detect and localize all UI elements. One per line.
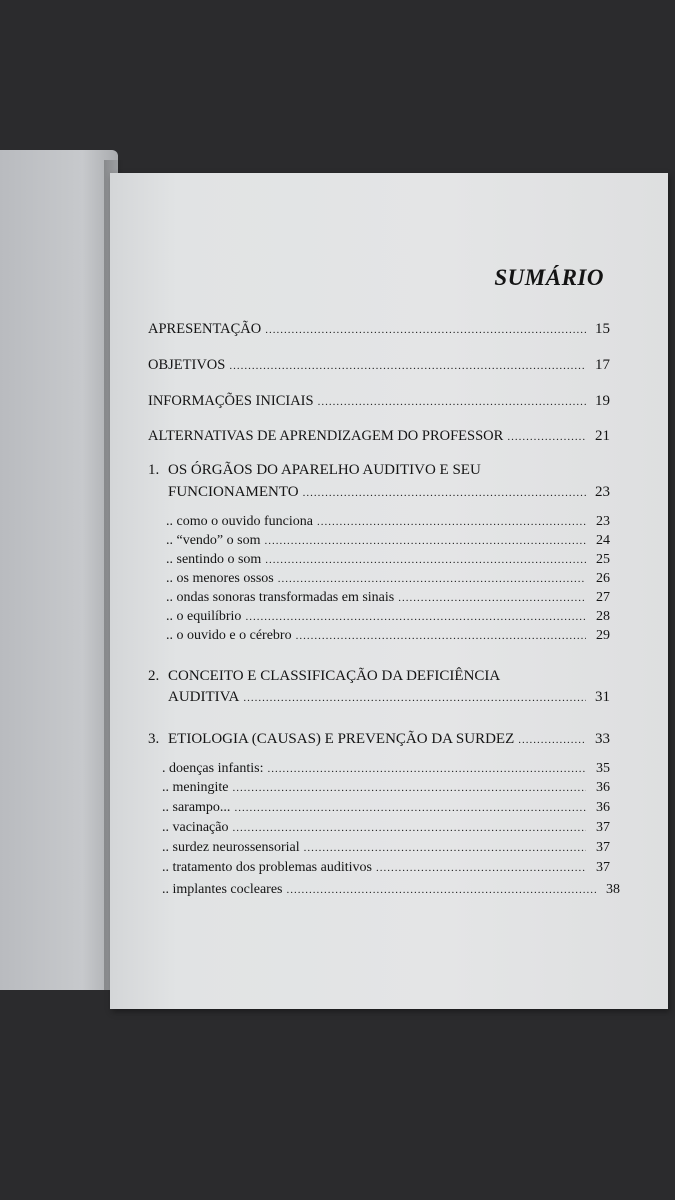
dot-leader	[264, 532, 586, 550]
toc-entry-label: .. sarampo...	[162, 800, 231, 815]
toc-entry-page: 38	[606, 882, 620, 897]
toc-entry-label: .. vacinação	[162, 820, 229, 835]
toc-entry-label: .. sentindo o som	[166, 552, 262, 567]
contents-page	[110, 173, 668, 1009]
toc-entry	[148, 667, 610, 685]
dot-leader	[398, 589, 586, 607]
dot-leader	[296, 627, 586, 645]
dot-leader	[304, 839, 586, 857]
toc-entry-page: 37	[596, 820, 610, 835]
toc-entry-label: AUDITIVA	[168, 689, 240, 705]
toc-entry-page: 33	[595, 731, 610, 747]
dot-leader	[303, 484, 586, 502]
toc-entry-page: 29	[596, 628, 610, 643]
toc-entry-page: 35	[596, 761, 610, 776]
toc-subentry	[166, 551, 610, 569]
toc-entry-label: FUNCIONAMENTO	[168, 484, 299, 500]
toc-entry-label: .. como o ouvido funciona	[166, 514, 313, 529]
toc-entry-page: 28	[596, 609, 610, 624]
toc-entry-page: 25	[596, 552, 610, 567]
toc-entry-label: OS ÓRGÃOS DO APARELHO AUDITIVO E SEU	[168, 462, 481, 478]
dot-leader	[317, 513, 586, 531]
toc-entry-page: 36	[596, 800, 610, 815]
toc-subentry	[162, 760, 610, 778]
toc-entry-label: ETIOLOGIA (CAUSAS) E PREVENÇÃO DA SURDEZ	[168, 731, 515, 747]
toc-entry	[148, 427, 610, 446]
toc-entry-label: ALTERNATIVAS DE APRENDIZAGEM DO PROFESSOR	[148, 428, 504, 444]
toc-subentry	[162, 819, 610, 837]
toc-entry-label: . doenças infantis:	[162, 761, 264, 776]
toc-subentry	[162, 779, 610, 797]
toc-subentry	[166, 570, 610, 588]
dot-leader	[232, 819, 586, 837]
dot-leader	[287, 881, 596, 899]
toc-subentry	[162, 799, 610, 817]
toc-entry-label: .. os menores ossos	[166, 571, 274, 586]
toc-entry	[148, 356, 610, 375]
toc-subentry	[166, 589, 610, 607]
toc-entry-label: CONCEITO E CLASSIFICAÇÃO DA DEFICIÊNCIA	[168, 668, 501, 684]
dot-leader	[243, 689, 586, 707]
toc-entry-page: 23	[595, 484, 610, 500]
toc-entry-label: .. o equilíbrio	[166, 609, 242, 624]
toc-entry-page: 37	[596, 860, 610, 875]
toc-entry-page: 26	[596, 571, 610, 586]
toc-entry	[148, 392, 610, 411]
toc-entry-label: .. o ouvido e o cérebro	[166, 628, 292, 643]
dot-leader	[233, 779, 587, 797]
toc-subentry	[162, 839, 610, 857]
toc-entry-label: .. “vendo” o som	[166, 533, 261, 548]
toc-entry-label: .. surdez neurossensorial	[162, 840, 300, 855]
dot-leader	[318, 393, 586, 411]
toc-entry-page: 37	[596, 840, 610, 855]
toc-entry-page: 36	[596, 780, 610, 795]
dot-leader	[265, 321, 586, 339]
page-title: SUMÁRIO	[494, 265, 604, 290]
toc-entry-page: 21	[595, 428, 610, 444]
toc-entry-page: 27	[596, 590, 610, 605]
toc-subentry	[162, 881, 620, 899]
dot-leader	[229, 357, 586, 375]
toc-entry	[168, 483, 610, 502]
toc-entry-page: 31	[595, 689, 610, 705]
chapter-number: 2.	[148, 668, 160, 684]
toc-entry	[168, 688, 610, 707]
toc-entry-label: .. tratamento dos problemas auditivos	[162, 860, 372, 875]
dot-leader	[507, 428, 586, 446]
toc-entry-page: 23	[596, 514, 610, 529]
toc-entry-label: INFORMAÇÕES INICIAIS	[148, 393, 314, 409]
toc-entry-page: 24	[596, 533, 610, 548]
dot-leader	[245, 608, 586, 626]
toc-subentry	[162, 859, 610, 877]
dot-leader	[376, 859, 586, 877]
toc-entry-label: .. meningite	[162, 780, 229, 795]
toc-entry	[148, 461, 610, 479]
toc-entry-page: 15	[595, 321, 610, 337]
toc-subentry	[166, 532, 610, 550]
toc-entry-label: .. implantes cocleares	[162, 882, 283, 897]
toc-entry-label: OBJETIVOS	[148, 357, 226, 373]
dot-leader	[234, 799, 586, 817]
toc-entry	[148, 730, 610, 749]
dot-leader	[518, 731, 586, 749]
toc-subentry	[166, 627, 610, 645]
dot-leader	[265, 551, 586, 569]
toc-subentry	[166, 608, 610, 626]
toc-entry-label: .. ondas sonoras transformadas em sinais	[166, 590, 395, 605]
dot-leader	[267, 760, 586, 778]
toc-entry-page: 17	[595, 357, 610, 373]
chapter-number: 3.	[148, 731, 160, 747]
toc-entry-label: APRESENTAÇÃO	[148, 321, 262, 337]
toc-subentry	[166, 513, 610, 531]
dot-leader	[278, 570, 586, 588]
toc-entry-page: 19	[595, 393, 610, 409]
chapter-number: 1.	[148, 462, 160, 478]
toc-entry	[148, 320, 610, 339]
facing-page	[0, 150, 118, 990]
